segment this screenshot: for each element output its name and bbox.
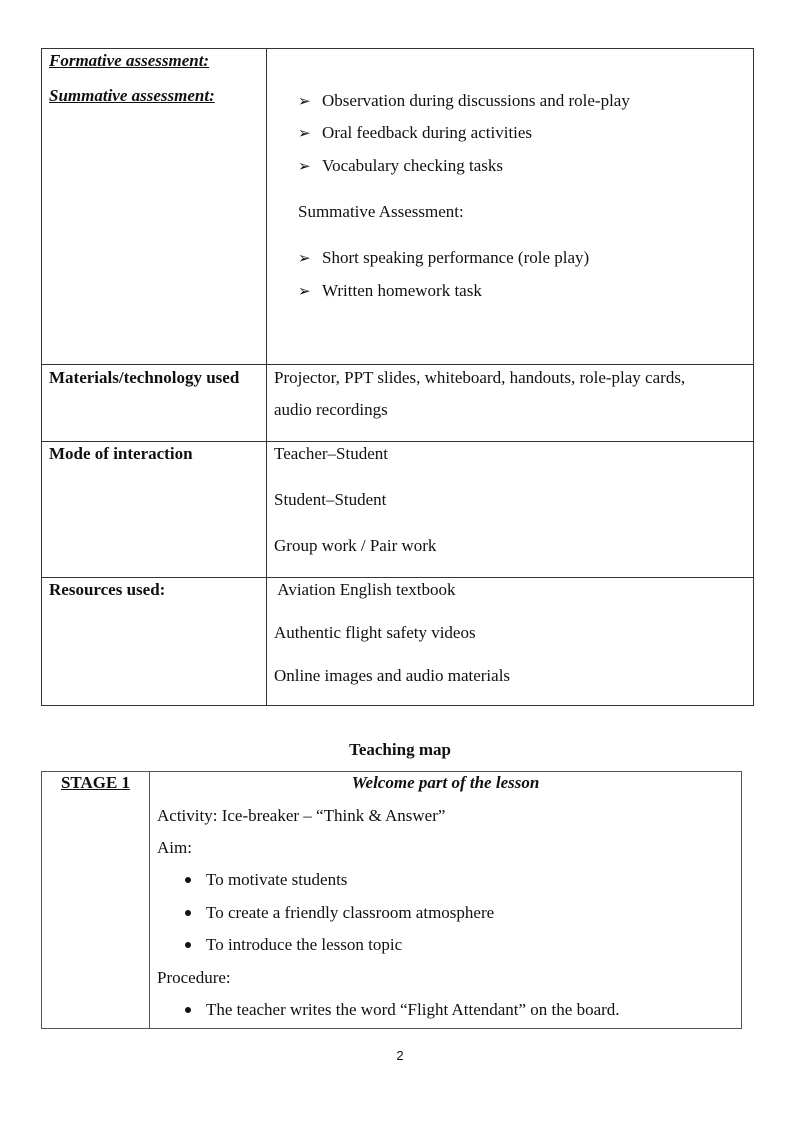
arrow-bullet-icon: ➢ xyxy=(298,282,311,300)
materials-line: audio recordings xyxy=(274,400,388,419)
interaction-item: Teacher–Student xyxy=(274,444,388,463)
arrow-bullet-icon: ➢ xyxy=(298,124,311,142)
arrow-bullet-icon: ➢ xyxy=(298,249,311,267)
aim-label: Aim: xyxy=(157,838,192,857)
summative-item: Short speaking performance (role play) xyxy=(322,248,590,267)
bullet-icon xyxy=(185,1007,191,1013)
bullet-icon xyxy=(185,877,191,883)
interaction-item: Group work / Pair work xyxy=(274,536,437,555)
bullet-icon xyxy=(185,942,191,948)
formative-assessment-label: Formative assessment: xyxy=(49,51,210,70)
formative-item: Oral feedback during activities xyxy=(322,123,533,142)
resource-item: Authentic flight safety videos xyxy=(274,623,476,642)
stage-title: Welcome part of the lesson xyxy=(351,773,540,792)
summative-item: Written homework task xyxy=(322,281,482,300)
formative-item: Vocabulary checking tasks xyxy=(322,156,503,175)
resource-item: Aviation English textbook xyxy=(274,580,456,599)
materials-label: Materials/technology used xyxy=(49,368,240,387)
activity-text: Activity: Ice-breaker – “Think & Answer” xyxy=(157,806,446,825)
interaction-label: Mode of interaction xyxy=(49,444,193,463)
resources-label: Resources used: xyxy=(49,580,166,599)
teaching-map-title: Teaching map xyxy=(349,740,451,759)
procedure-label: Procedure: xyxy=(157,968,231,987)
interaction-item: Student–Student xyxy=(274,490,387,509)
stage-label: STAGE 1 xyxy=(60,773,131,792)
arrow-bullet-icon: ➢ xyxy=(298,92,311,110)
resource-item: Online images and audio materials xyxy=(274,666,511,685)
page-number: 2 xyxy=(396,1048,404,1063)
summative-assessment-label: Summative assessment: xyxy=(49,86,215,105)
summative-heading: Summative Assessment: xyxy=(298,202,464,221)
arrow-bullet-icon: ➢ xyxy=(298,157,311,175)
aim-item: To motivate students xyxy=(206,870,348,889)
formative-item: Observation during discussions and role-play xyxy=(322,91,630,110)
aim-item: To create a friendly classroom atmosphere xyxy=(206,903,495,922)
procedure-item: The teacher writes the word “Flight Attendant” on the board. xyxy=(206,1000,620,1019)
bullet-icon xyxy=(185,910,191,916)
materials-line: Projector, PPT slides, whiteboard, handouts, role-play cards, xyxy=(274,368,686,387)
aim-item: To introduce the lesson topic xyxy=(206,935,403,954)
